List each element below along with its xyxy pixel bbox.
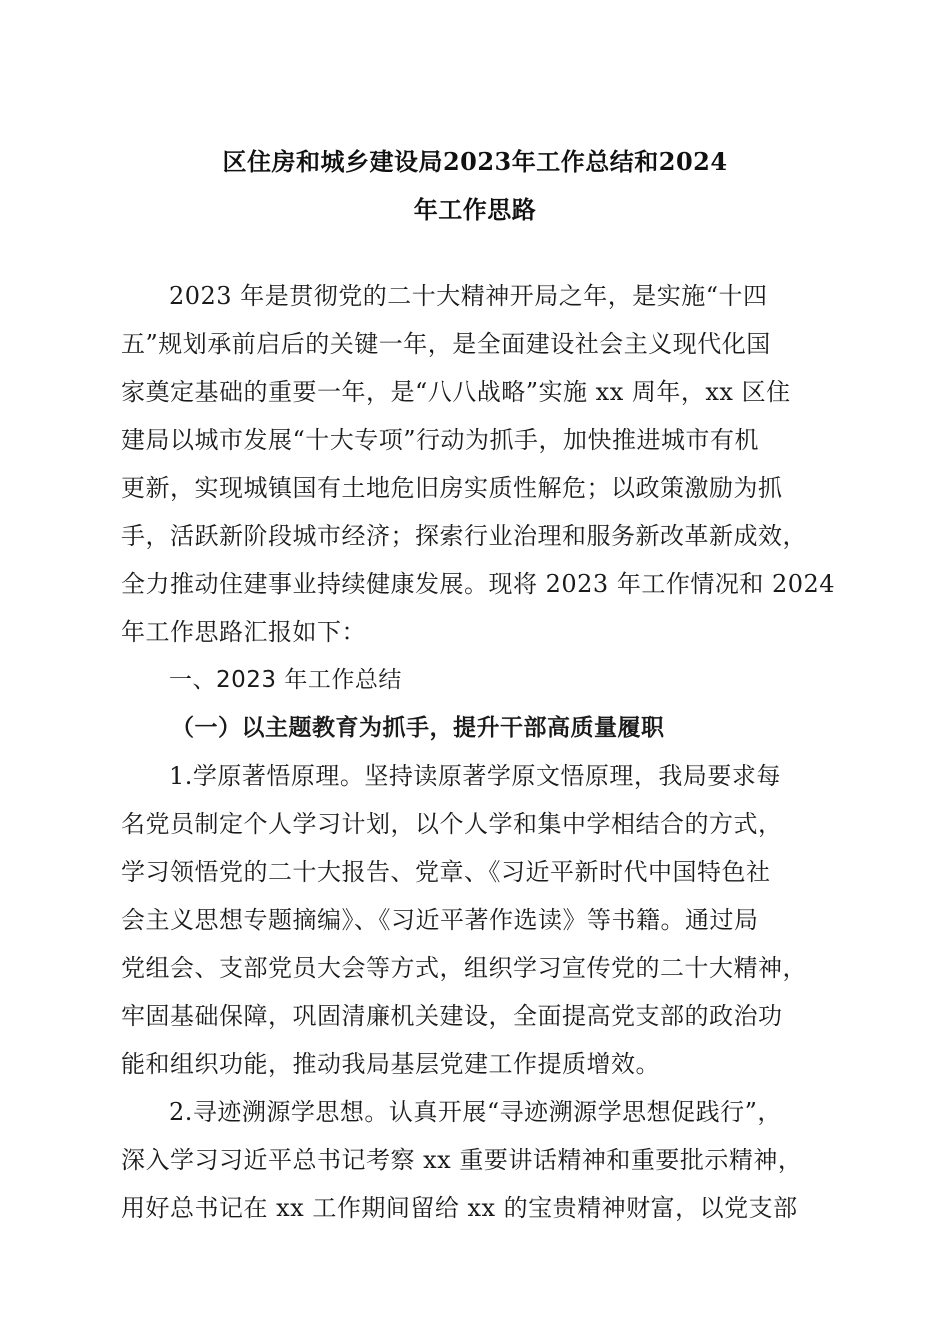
paragraph-line: 会主义思想专题摘编》、《习近平著作选读》等书籍。通过局 [121,906,759,934]
title-line: 区住房和城乡建设局2023年工作总结和2024 [222,147,728,176]
paragraph-line: 手，活跃新阶段城市经济；探索行业治理和服务新改革新成效， [121,522,807,550]
section-heading: 一、2023 年工作总结 [169,667,402,693]
paragraph-line: 用好总书记在 xx 工作期间留给 xx 的宝贵精神财富，以党支部 [121,1194,798,1222]
paragraph-line: 牢固基础保障，巩固清廉机关建设，全面提高党支部的政治功 [121,1002,783,1030]
paragraph-line: 更新，实现城镇国有土地危旧房实质性解危；以政策激励为抓 [121,474,783,502]
paragraph-line: 家奠定基础的重要一年，是“八八战略”实施 xx 周年，xx 区住 [121,378,791,406]
paragraph-line: 名党员制定个人学习计划，以个人学和集中学相结合的方式， [121,810,783,838]
paragraph-line: 1.学原著悟原理。坚持读原著学原文悟原理，我局要求每 [169,762,781,790]
paragraph-line: 五”规划承前启后的关键一年，是全面建设社会主义现代化国 [121,330,771,358]
document-title [100,138,850,234]
subsection-heading: （一）以主题教育为抓手，提升干部高质量履职 [171,714,665,741]
paragraph-line: 建局以城市发展“十大专项”行动为抓手，加快推进城市有机 [121,426,760,454]
paragraph-line: 年工作思路汇报如下： [121,618,366,646]
paragraph-line: 学习领悟党的二十大报告、党章、《习近平新时代中国特色社 [121,858,771,886]
paragraph-line: 深入学习习近平总书记考察 xx 重要讲话精神和重要批示精神， [121,1146,803,1174]
paragraph-line: 2.寻迹溯源学思想。认真开展“寻迹溯源学思想促践行”， [169,1098,782,1126]
document-body [121,272,836,1232]
paragraph-line: 能和组织功能，推动我局基层党建工作提质增效。 [121,1050,660,1078]
title-line: 年工作思路 [413,195,537,224]
paragraph-line: 2023 年是贯彻党的二十大精神开局之年，是实施“十四 [169,282,768,310]
paragraph-line: 党组会、支部党员大会等方式，组织学习宣传党的二十大精神， [121,954,807,982]
paragraph-line: 全力推动住建事业持续健康发展。现将 2023 年工作情况和 2024 [121,570,836,598]
